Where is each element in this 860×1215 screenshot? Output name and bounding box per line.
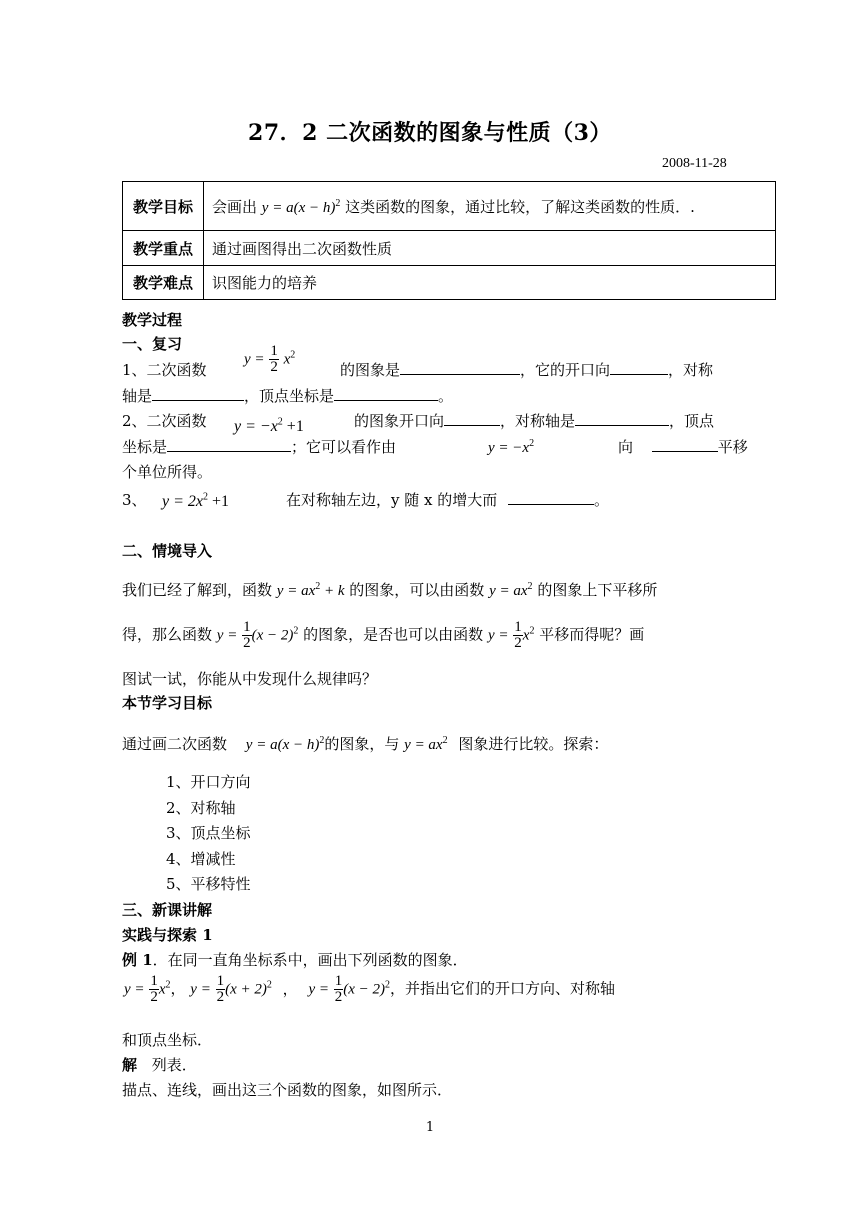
q3-label: 3、 xyxy=(122,491,147,509)
list-item: 3、顶点坐标 xyxy=(166,824,251,842)
half-fraction: $\frac{1}{2}$ xyxy=(216,973,225,1005)
q2-formula: $y = -x^2 +1$ xyxy=(234,416,304,435)
goal-formula-exp: 2 xyxy=(335,197,341,209)
list-item: 1、开口方向 xyxy=(166,773,251,791)
answer-blank[interactable] xyxy=(508,503,594,505)
goal-cell xyxy=(204,182,776,231)
objectives-heading: 本节学习目标 xyxy=(122,694,213,712)
example-line-3: 和顶点坐标． xyxy=(122,1031,213,1049)
focus-text: 通过画图得出二次函数性质 xyxy=(204,231,776,266)
goal-post: 这类函数的图象，通过比较，了解这类函数的性质．. xyxy=(345,197,695,216)
practice-heading: 实践与探索 1 xyxy=(122,926,213,944)
half-fraction: $\frac{1}{2}$ xyxy=(270,343,278,375)
situation-line-2: 得，那么函数 y = $\frac{1}{2}$ $(x - 2)^2$ 的图象，是否也可以由函数 y = $\frac{1}{2}$ $x^2$ 平移而得呢？画 xyxy=(122,619,645,651)
situation-heading: 二、情境导入 xyxy=(122,542,213,560)
q2-text: 的图象开口向 ，对称轴是 ，顶点 xyxy=(354,412,715,430)
process-heading: 教学过程 xyxy=(122,311,183,329)
answer-blank[interactable] xyxy=(444,424,500,426)
info-table xyxy=(122,181,776,300)
q1-text-2: 轴是 ，顶点坐标是 。 xyxy=(122,387,454,405)
objectives-intro: 通过画二次函数 $y = a(x - h)^2$的图象，与 $y = ax^2$ 图象进行比较。探索： xyxy=(122,735,609,753)
list-item: 4、增减性 xyxy=(166,850,236,868)
half-fraction: $\frac{1}{2}$ xyxy=(150,973,158,1005)
q3-text: 在对称轴左边，y 随 x 的增大而 。 xyxy=(286,491,610,509)
focus-label: 教学重点 xyxy=(123,231,204,266)
q2-text-2: 坐标是 ；它可以看作由 xyxy=(122,438,397,456)
situation-line-1: 我们已经了解到，函数 $y = ax^2 + k$ 的图象，可以由函数 $y = ax^2$ 的图象上下平移所 xyxy=(122,581,658,599)
half-fraction: $\frac{1}{2}$ xyxy=(243,619,251,651)
answer-blank[interactable] xyxy=(652,450,718,452)
review-heading: 一、复习 xyxy=(122,335,183,353)
q2-label: 2、二次函数 xyxy=(122,412,207,430)
solution-line: 解 列表． xyxy=(122,1056,197,1074)
situation-line-3: 图试一试，你能从中发现什么规律吗？ xyxy=(122,670,378,688)
list-item: 2、对称轴 xyxy=(166,799,236,817)
difficulty-text: 识图能力的培养 xyxy=(204,266,776,300)
answer-blank[interactable] xyxy=(610,373,668,375)
answer-blank[interactable] xyxy=(575,424,669,426)
half-fraction: $\frac{1}{2}$ xyxy=(334,973,343,1005)
goal-formula: y = a(x − h) xyxy=(261,199,336,216)
difficulty-label: 教学难点 xyxy=(123,266,204,300)
example-line: 例 1．在同一直角坐标系中，画出下列函数的图象． xyxy=(122,951,468,969)
answer-blank[interactable] xyxy=(334,399,438,401)
q1-text: 的图象是 ，它的开口向 ，对称 xyxy=(340,361,714,379)
goal-pre: 会画出 xyxy=(212,197,258,216)
solution-line-2: 描点、连线，画出这三个函数的图象，如图所示． xyxy=(122,1081,453,1099)
example-label: 例 1 xyxy=(122,951,153,969)
page-number: 1 xyxy=(425,1120,435,1135)
date: 2008-11-28 xyxy=(662,156,727,171)
solution-label: 解 xyxy=(122,1056,138,1074)
q1-formula: y = $\frac{1}{2}$ $x^2$ xyxy=(244,343,296,375)
lesson-heading: 三、新课讲解 xyxy=(122,901,213,919)
answer-blank[interactable] xyxy=(152,399,244,401)
q2-text-3: 向 平移 xyxy=(618,438,748,456)
list-item: 5、平移特性 xyxy=(166,875,251,893)
goal-label: 教学目标 xyxy=(123,182,204,231)
q2-formula-2: $y = -x^2$ xyxy=(488,438,535,456)
answer-blank[interactable] xyxy=(400,373,520,375)
q3-formula: $y = 2x^2 +1$ xyxy=(162,491,230,510)
q1-label: 1、二次函数 xyxy=(122,361,207,379)
answer-blank[interactable] xyxy=(167,450,291,452)
q2-text-4: 个单位所得。 xyxy=(122,463,213,481)
example-formulas: y = $\frac{1}{2}$ $x^2$， y = $\frac{1}{2}$ $(x + 2)^2$ ， y = $\frac{1}{2}$ $(x - 2)^2$，并指出它们的开口方向、对称轴 xyxy=(124,973,616,1005)
half-fraction: $\frac{1}{2}$ xyxy=(514,619,522,651)
page-title: 27．2 二次函数的图象与性质（3） xyxy=(248,120,612,146)
